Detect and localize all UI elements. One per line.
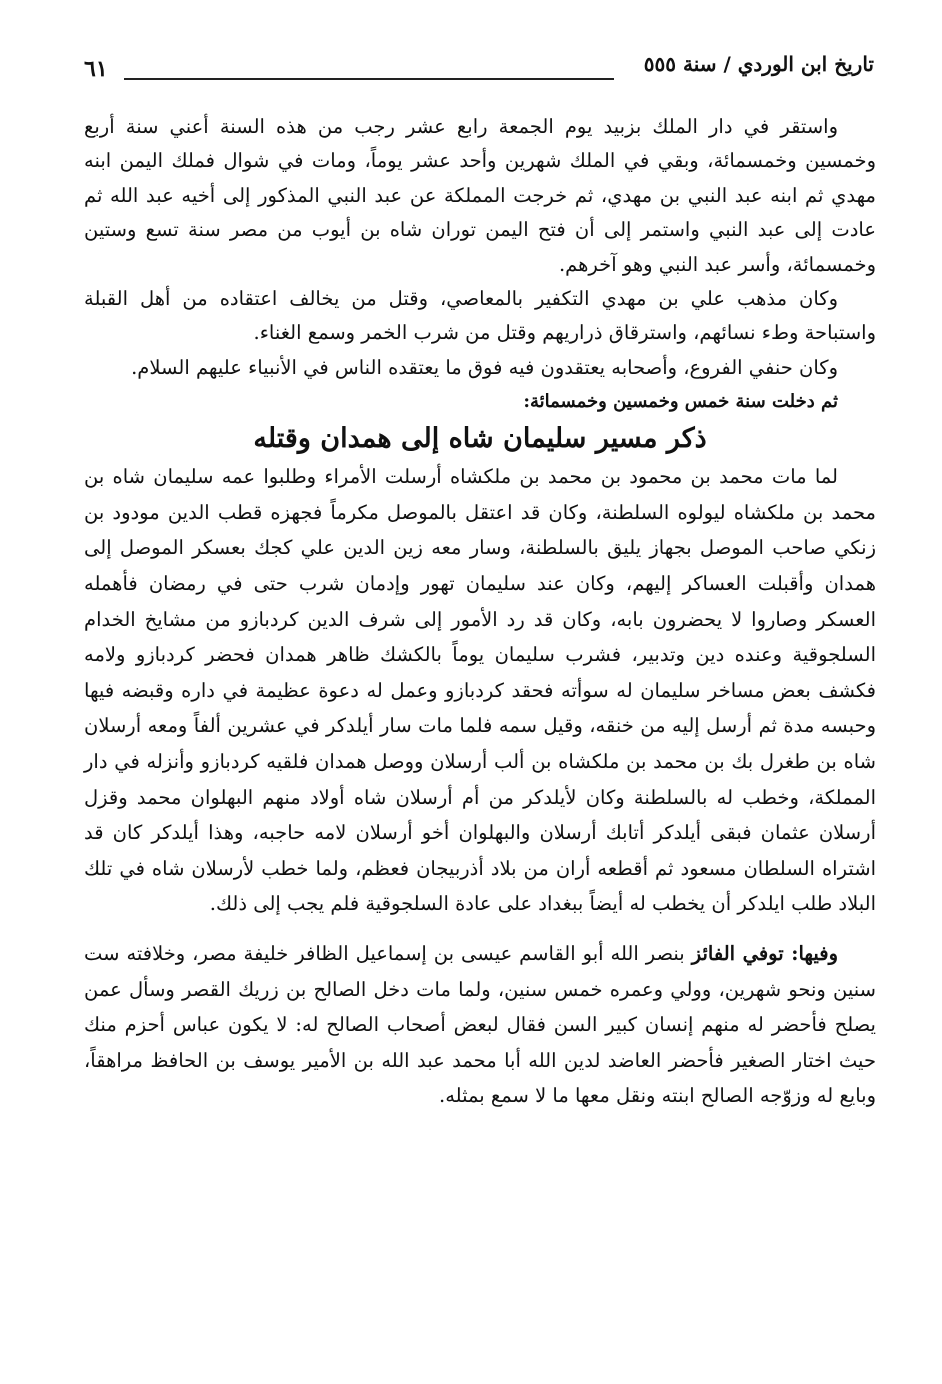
paragraph-text: بنصر الله أبو القاسم عيسى بن إسماعيل الظافر خليفة مصر، وخلافته ست سنين ونحو شهرين، وولي وعمره خمس سنين، ولما مات دخل الصالح بن زريك القصر وسأل عمن يصلح فأحضر له منهم إنسان كبير السن فقال لبعض أصحاب الصالح له: لا يكون عباس أحزم منك حيث اختار الصغير فأحضر العاضد لدين الله أبا محمد عبد الله بن الأمير يوسف بن الحافظ مراهقاً، وبايع له وزوّجه الصالح ابنته ونقل معها ما لا سمع بمثله. (84, 941, 876, 1108)
page-number: ٦١ (84, 56, 108, 82)
paragraph-lead: وفيها: توفي الفائز (691, 941, 838, 965)
header-rule (124, 78, 614, 80)
page-body (84, 110, 876, 1114)
section-title: ذكر مسير سليمان شاه إلى همدان وقتله (253, 423, 707, 455)
paragraph: وكان مذهب علي بن مهدي التكفير بالمعاصي، وقتل من يخالف اعتقاده من أهل القبلة واستباحة وطء نسائهم، واسترقاق ذراريهم وقتل من شرب الخمر وسمع الغناء. (84, 287, 876, 345)
paragraph: لما مات محمد بن محمود بن محمد بن ملكشاه أرسلت الأمراء وطلبوا عمه سليمان شاه بن محمد بن ملكشاه ليولوه السلطنة، وكان قد اعتقل بالموصل مكرماً فجهزه قطب الدين مودود بن زنكي صاحب الموصل بجهاز يليق بالسلطنة، وسار معه زين الدين علي كجك بعسكر الموصل إلى همدان وأقبلت العساكر إليهم، وكان عند سليمان تهور وإدمان شرب حتى في رمضان فأهمله العسكر وصاروا لا يحضرون بابه، وكان قد رد الأمور إلى شرف الدين كردبازو من مشايخ الخدام السلجوقية وعنده دين وتدبير، فشرب سليمان يوماً بالكشك ظاهر همدان فحضر كردبازو ولامه فكشف بعض مساخر سليمان له سوأته فحقد كردبازو وعمل له دعوة عظيمة في داره وقبضه فيها وحبسه مدة ثم أرسل إليه من خنقه، وقيل سمه فلما مات سار أيلدكر في عشرين ألفاً ومعه أرسلان شاه بن طغرل بك بن محمد بن ملكشاه بن ألب أرسلان ووصل همدان فلقيه كردبازو وأنزله في دار المملكة، وخطب له بالسلطنة وكان لأيلدكر من أم أرسلان شاه أولاد منهم البهلوان محمد وقزل أرسلان عثمان فبقى أيلدكر أتابك أرسلان والبهلوان أخو أرسلان لامه حاجبه، وهذا أيلدكر كان قد اشتراه السلطان مسعود ثم أقطعه أران من بلاد أذربيجان فعظم، ولما خطب لأرسلان شاه في تلك البلاد طلب ايلدكر أن يخطب له أيضاً ببغداد على عادة السلجوقية فلم يجب إلى ذلك. (84, 465, 876, 916)
paragraph: وكان حنفي الفروع، وأصحابه يعتقدون فيه فوق ما يعتقده الناس في الأنبياء عليهم السلام. (131, 355, 838, 379)
page-header (84, 46, 874, 86)
paragraph-last (84, 936, 876, 1114)
paragraph: واستقر في دار الملك بزبيد يوم الجمعة رابع عشر رجب من هذه السنة أعني سنة أربع وخمسين وخمسمائة، وبقي في الملك شهرين وأحد عشر يوماً، ومات في شوال فملك اليمن ابنه مهدي ثم ابنه عبد النبي بن مهدي، ثم خرجت المملكة عن عبد النبي المذكور إلى أخيه عبد الله ثم عادت إلى عبد النبي واستمر إلى أن فتح اليمن توران شاه بن أيوب من مصر سنة تسع وستين وخمسمائة، وأسر عبد النبي وهو آخرهم. (84, 115, 876, 276)
year-heading: ثم دخلت سنة خمس وخمسين وخمسمائة: (523, 391, 838, 413)
running-head: تاريخ ابن الوردي / سنة ٥٥٥ (643, 52, 874, 76)
paragraph-gap (84, 922, 876, 936)
